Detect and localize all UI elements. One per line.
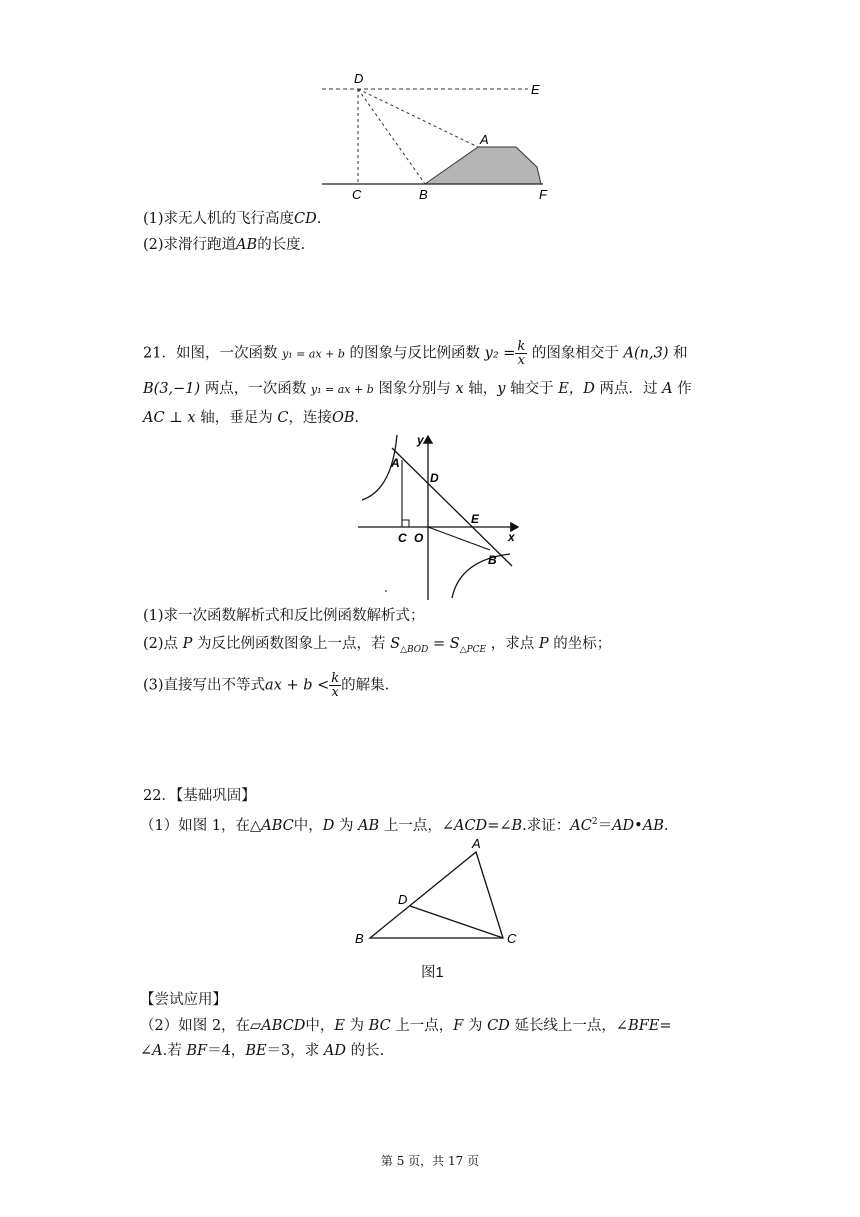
tri-label-C: C <box>507 931 517 946</box>
point-D-label: D <box>430 471 439 485</box>
function-graph-figure <box>0 430 860 610</box>
label-D: D <box>354 71 364 86</box>
point-B-label: B <box>488 553 497 567</box>
label-A: A <box>480 132 489 147</box>
q21-line3: AC ⊥ x 轴，垂足为 C，连接OB. <box>143 410 360 426</box>
q20-part1: (1)求无人机的飞行高度CD. <box>143 211 322 227</box>
tri-label-B: B <box>355 931 364 946</box>
label-B: B <box>419 187 428 202</box>
axis-y-label: y <box>417 433 424 447</box>
q21-sub1: (1)求一次函数解析式和反比例函数解析式； <box>143 608 425 624</box>
q22-line2: （2）如图 2，在▱ABCD中，E 为 BC 上一点，F 为 CD 延长线上一点，∠BFE= <box>140 1018 672 1034</box>
q22-line1: （1）如图 1，在△ABC中，D 为 AB 上一点，∠ACD=∠B.求证：$AC^2=AD•AB$. <box>140 817 669 834</box>
label-F: F <box>539 187 547 202</box>
point-A-label: A <box>391 456 400 470</box>
q21-sub2: (2)点 P 为反比例函数图象上一点，若 $S_{\triangle BOD} = S_{\triangle PCE}$ ，求点 P 的坐标； <box>143 636 612 655</box>
point-C-label: C <box>398 531 407 545</box>
tri-label-A: A <box>472 836 481 851</box>
tri-label-D: D <box>398 892 408 907</box>
q22-subtitle: 【尝试应用】 <box>140 992 227 1008</box>
point-O-label: O <box>414 531 424 545</box>
q20-part2: (2)求滑行跑道AB的长度. <box>143 237 306 253</box>
page-footer: 第 5 页，共 17 页 <box>380 1154 480 1168</box>
q22-line3: ∠A.若 BF＝4，BE＝3，求 AD 的长. <box>140 1043 385 1059</box>
figure-1-caption: 图1 <box>421 965 444 981</box>
q21-line2: B(3,−1) 两点，一次函数 y₁ = ax + b 图象分别与 x 轴，y 轴交于 E，D 两点．过 A 作 <box>143 381 692 397</box>
q21-line1: 21．如图，一次函数 y₁ = ax + b 的图象与反比例函数 y₂ = $\frac{k}{x}$ 的图象相交于 A(n,3) 和 <box>143 339 688 368</box>
triangle-figure <box>0 832 860 952</box>
q21-sub3: (3)直接写出不等式ax + b < $\frac{k}{x}$ 的解集. <box>143 671 390 700</box>
q22-title: 22．【基础巩固】 <box>143 788 256 804</box>
axis-x-label: x <box>508 530 515 544</box>
runway-figure <box>0 0 860 210</box>
label-E: E <box>531 82 540 97</box>
point-E-label: E <box>471 512 480 526</box>
label-C: C <box>352 187 362 202</box>
